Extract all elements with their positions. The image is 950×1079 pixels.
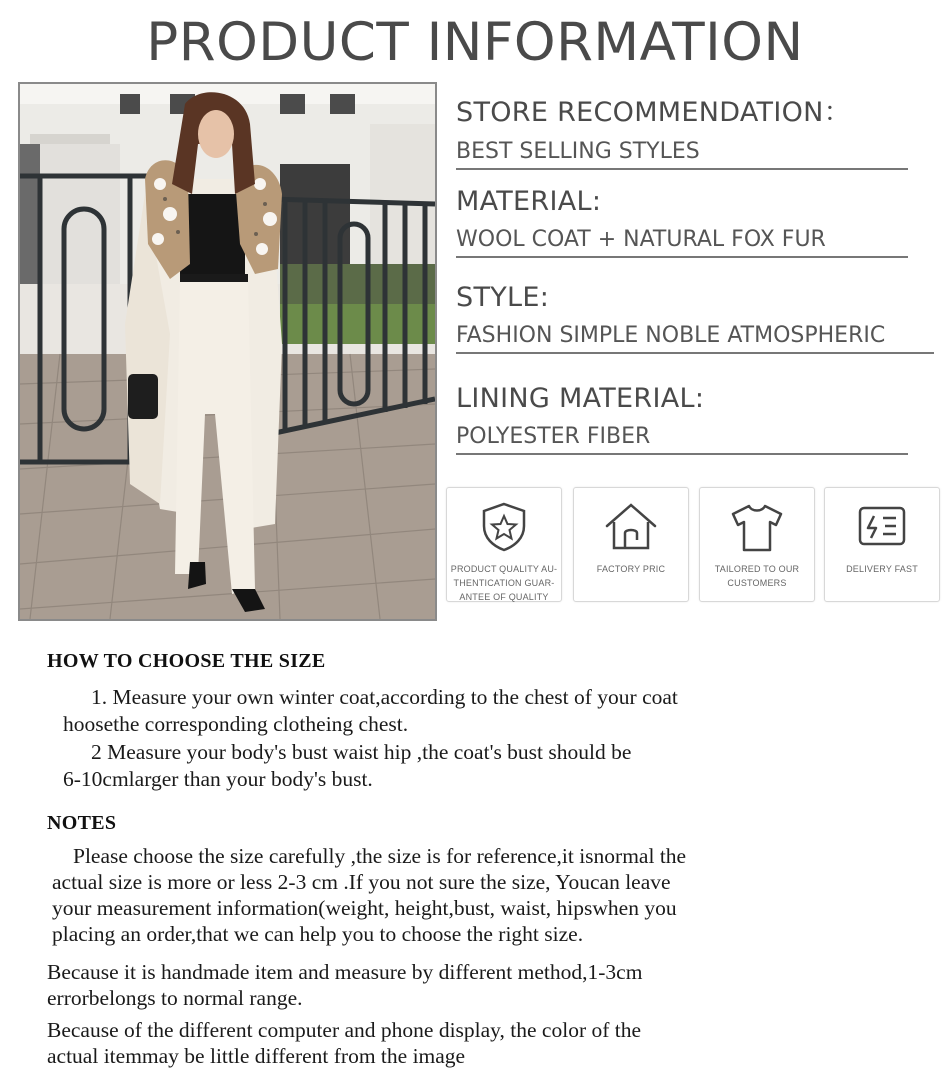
notes-line: Please choose the size carefully ,the size is for reference,it isnormal the bbox=[73, 844, 687, 868]
feature-text: DELIVERY FAST bbox=[846, 564, 918, 574]
feature-factory-price bbox=[573, 487, 689, 602]
spec-label: LINING MATERIAL: bbox=[456, 383, 705, 414]
feature-text: TAILORED TO OUR bbox=[714, 564, 800, 574]
spec-style bbox=[456, 282, 908, 354]
spec-material bbox=[456, 186, 908, 258]
notes-line: Because it is handmade item and measure by different method,1-3cm bbox=[47, 960, 643, 984]
page-title: PRODUCT INFORMATION bbox=[146, 12, 804, 73]
tshirt-icon bbox=[727, 500, 787, 554]
product-photo bbox=[18, 82, 437, 621]
feature-text: FACTORY PRIC bbox=[596, 564, 666, 574]
spec-store-recommendation bbox=[456, 90, 908, 170]
spec-lining-material bbox=[456, 383, 908, 455]
notes-line: Because of the different computer and phone display, the color of the bbox=[47, 1018, 642, 1042]
spec-value: FASHION SIMPLE NOBLE ATMOSPHERIC bbox=[456, 323, 934, 354]
notes-line: actual size is more or less 2-3 cm .If you not sure the size, Youcan leave bbox=[52, 870, 671, 894]
feature-delivery bbox=[824, 487, 940, 602]
notes-line: errorbelongs to normal range. bbox=[47, 986, 303, 1010]
size-guide-line: 1. Measure your own winter coat,according to the chest of your coat bbox=[91, 685, 678, 709]
notes-line: your measurement information(weight, height,bust, waist, hipswhen you bbox=[52, 896, 677, 920]
feature-text: THENTICATION GUAR- bbox=[453, 578, 555, 588]
delivery-icon bbox=[852, 500, 912, 554]
spec-label: STORE RECOMMENDATION： bbox=[456, 97, 851, 128]
feature-text: CUSTOMERS bbox=[727, 578, 787, 588]
feature-text: PRODUCT QUALITY AU- bbox=[450, 564, 558, 574]
feature-quality bbox=[446, 487, 562, 602]
size-guide-heading: HOW TO CHOOSE THE SIZE bbox=[47, 650, 326, 672]
shield-star-icon bbox=[477, 500, 531, 554]
spec-value: BEST SELLING STYLES bbox=[456, 139, 908, 170]
notes-line: placing an order,that we can help you to choose the right size. bbox=[52, 922, 584, 946]
spec-label: MATERIAL: bbox=[456, 186, 602, 217]
spec-label: STYLE: bbox=[456, 282, 550, 313]
notes-heading: NOTES bbox=[47, 812, 117, 834]
size-guide-line: hoosethe corresponding clotheing chest. bbox=[63, 712, 409, 736]
feature-tailored bbox=[699, 487, 815, 602]
spec-value: POLYESTER FIBER bbox=[456, 424, 908, 455]
size-guide-line: 6-10cmlarger than your body's bust. bbox=[63, 767, 373, 791]
notes-line: actual itemmay be little different from the image bbox=[47, 1044, 466, 1068]
spec-value: WOOL COAT + NATURAL FOX FUR bbox=[456, 227, 908, 258]
feature-text: ANTEE OF QUALITY bbox=[459, 592, 549, 602]
size-guide-line: 2 Measure your body's bust waist hip ,the coat's bust should be bbox=[91, 740, 632, 764]
house-icon bbox=[601, 500, 661, 554]
